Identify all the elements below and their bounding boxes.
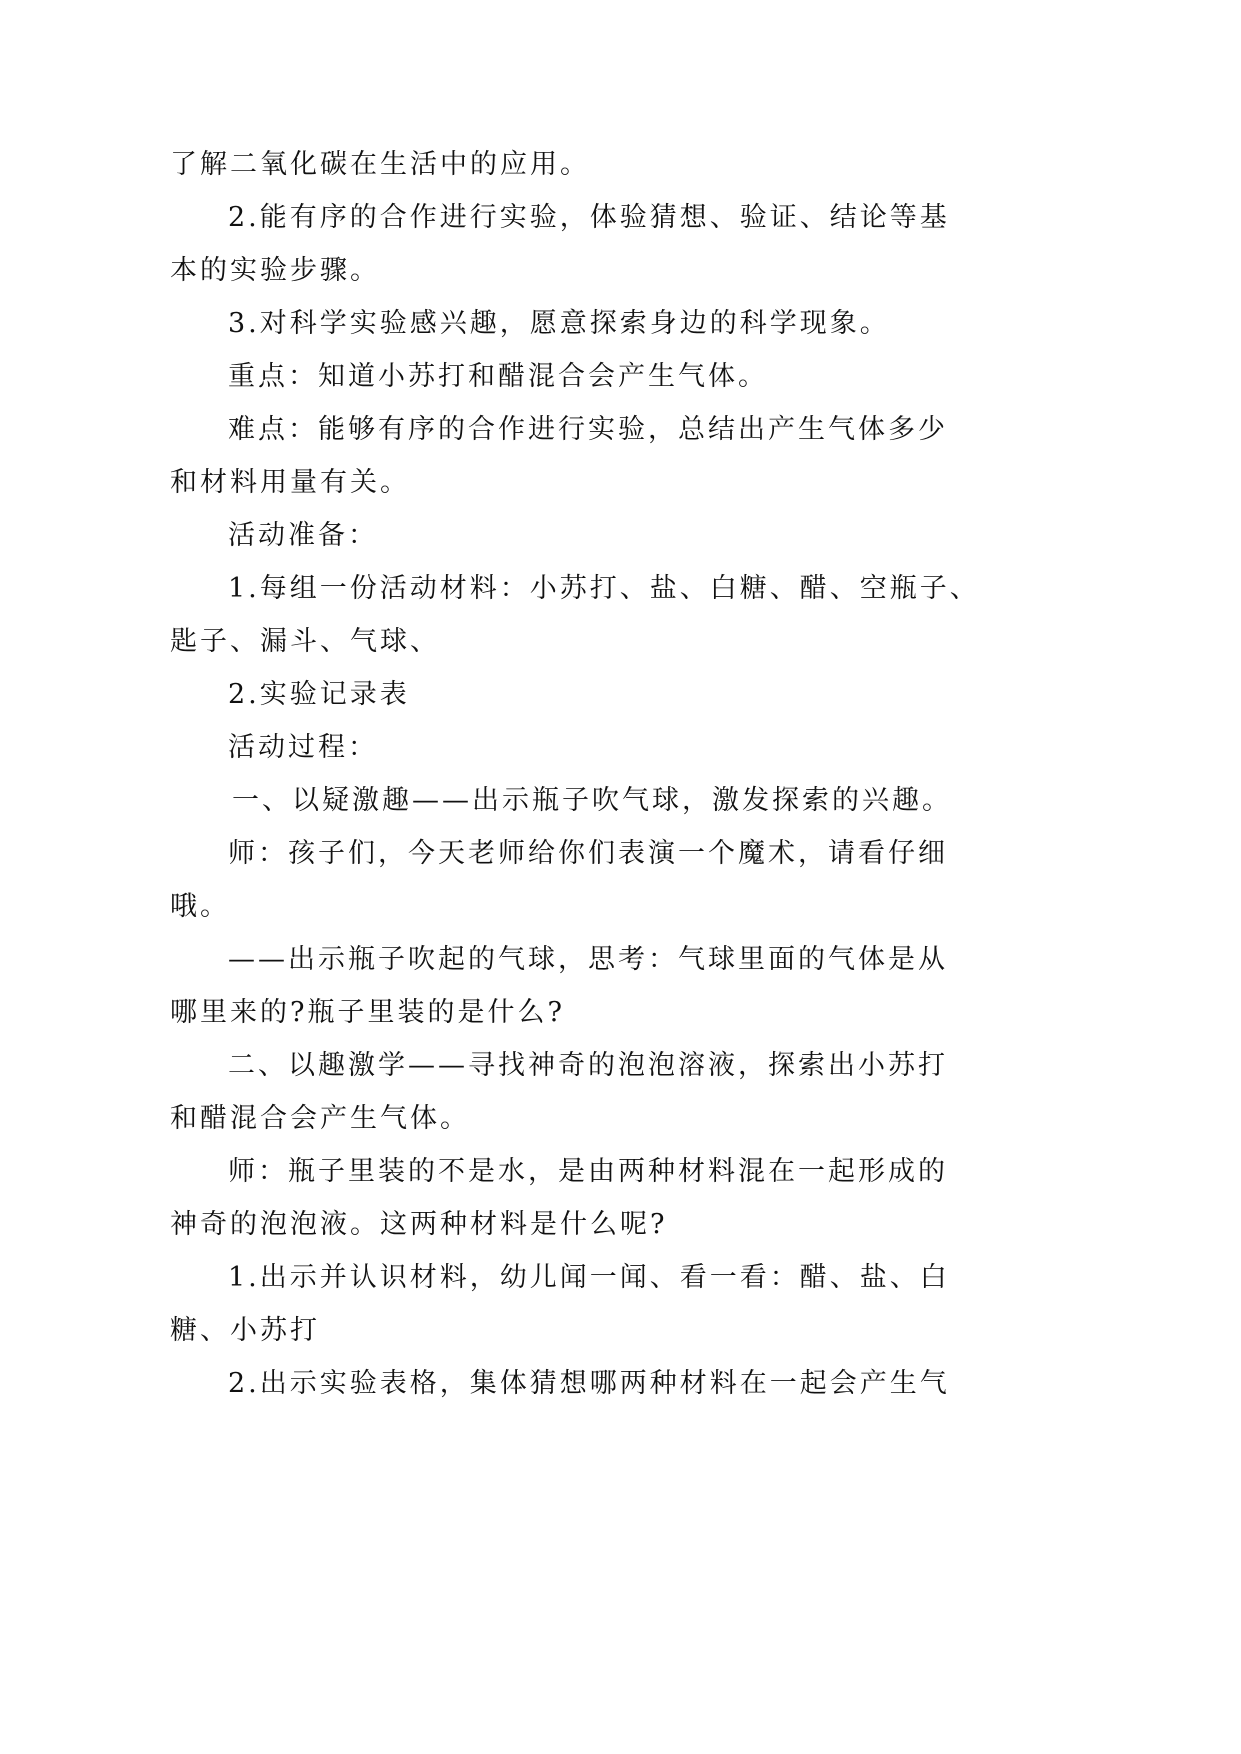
- paragraph-line: 2.出示实验表格，集体猜想哪两种材料在一起会产生气: [228, 1368, 950, 1399]
- paragraph-line: 和醋混合会产生气体。: [170, 1103, 470, 1134]
- paragraph-line: 糖、小苏打: [170, 1315, 320, 1346]
- paragraph-line: 1.每组一份活动材料：小苏打、盐、白糖、醋、空瓶子、: [228, 573, 980, 604]
- paragraph-line: 重点：知道小苏打和醋混合会产生气体。: [228, 361, 768, 392]
- paragraph-line: 师：孩子们，今天老师给你们表演一个魔术，请看仔细: [228, 838, 948, 869]
- paragraph-line: 活动准备：: [228, 520, 378, 551]
- paragraph-line: 活动过程：: [228, 732, 378, 763]
- paragraph-line: 二、以趣激学——寻找神奇的泡泡溶液，探索出小苏打: [228, 1050, 948, 1081]
- paragraph-line: 师：瓶子里装的不是水，是由两种材料混在一起形成的: [228, 1156, 948, 1187]
- paragraph-line: 哪里来的?瓶子里装的是什么?: [170, 997, 565, 1028]
- paragraph-line: 本的实验步骤。: [170, 255, 380, 286]
- paragraph-line: 2.能有序的合作进行实验，体验猜想、验证、结论等基: [228, 202, 950, 233]
- paragraph-line: ——出示瓶子吹起的气球，思考：气球里面的气体是从: [228, 944, 948, 975]
- paragraph-line: 2.实验记录表: [228, 679, 410, 710]
- paragraph-line: 匙子、漏斗、气球、: [170, 626, 440, 657]
- paragraph-line: 哦。: [170, 891, 230, 922]
- paragraph-line: 1.出示并认识材料，幼儿闻一闻、看一看：醋、盐、白: [228, 1262, 950, 1293]
- paragraph-line: 神奇的泡泡液。这两种材料是什么呢?: [170, 1209, 668, 1240]
- paragraph-line: 和材料用量有关。: [170, 467, 410, 498]
- paragraph-line: 难点：能够有序的合作进行实验，总结出产生气体多少: [228, 414, 948, 445]
- paragraph-line: 了解二氧化碳在生活中的应用。: [170, 149, 590, 180]
- paragraph-line: 一、以疑激趣——出示瓶子吹气球，激发探索的兴趣。: [232, 785, 952, 816]
- paragraph-line: 3.对科学实验感兴趣，愿意探索身边的科学现象。: [228, 308, 890, 339]
